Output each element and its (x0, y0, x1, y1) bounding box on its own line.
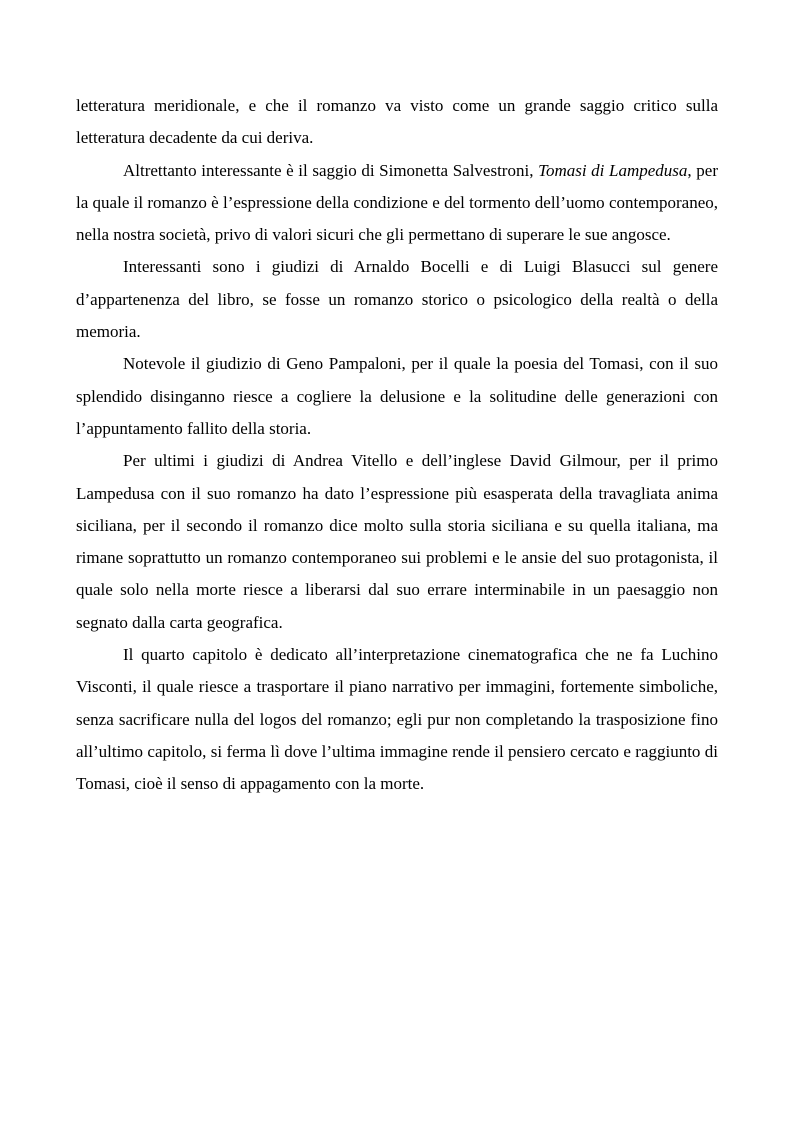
paragraph-text: Altrettanto interessante è il saggio di Simonetta Salvestroni, (123, 160, 539, 180)
paragraph-text: , per la quale il romanzo è l’espressione della condizione e del tormento dell’uomo contemporaneo, nella nostra società, privo di valori sicuri che gli permettano di superare le sue angosce. (76, 160, 718, 245)
paragraph-text: Il quarto capitolo è dedicato all’interpretazione cinematografica che ne fa Luchino Visconti, il quale riesce a trasportare il piano narrativo per immagini, fortemente simboliche, senza sacrificare nulla del logos del romanzo; egli pur non completando la trasposizione fino all’ultimo capitolo, si ferma lì dove l’ultima immagine rende il pensiero cercato e raggiunto di Tomasi, cioè il senso di appagamento con la morte. (76, 645, 718, 794)
paragraph-2 (76, 155, 718, 252)
paragraph-text: Interessanti sono i giudizi di Arnaldo Bocelli e di Luigi Blasucci sul genere d’appartenenza del libro, se fosse un romanzo storico o psicologico della realtà o della memoria. (76, 257, 718, 342)
paragraph-text: letteratura meridionale, e che il romanzo va visto come un grande saggio critico sulla letteratura decadente da cui deriva. (76, 96, 718, 148)
body-text (76, 90, 718, 801)
paragraph-text: Per ultimi i giudizi di Andrea Vitello e dell’inglese David Gilmour, per il primo Lampedusa con il suo romanzo ha dato l’espressione più esasperata della travagliata anima siciliana, per il secondo il romanzo dice molto sulla storia siciliana e su quella italiana, ma rimane soprattutto un romanzo contemporaneo sui problemi e le ansie del suo protagonista, il quale solo nella morte riesce a liberarsi dal suo errare interminabile in un paesaggio non segnato dalla carta geografica. (76, 451, 718, 632)
paragraph-1 (76, 90, 718, 155)
paragraph-4 (76, 348, 718, 445)
paragraph-3 (76, 251, 718, 348)
paragraph-6 (76, 639, 718, 800)
paragraph-5 (76, 445, 718, 639)
book-title: Tomasi di Lampedusa (538, 160, 688, 180)
paragraph-text: Notevole il giudizio di Geno Pampaloni, per il quale la poesia del Tomasi, con il suo splendido disinganno riesce a cogliere la delusione e la solitudine delle generazioni con l’appuntamento fallito della storia. (76, 354, 718, 438)
